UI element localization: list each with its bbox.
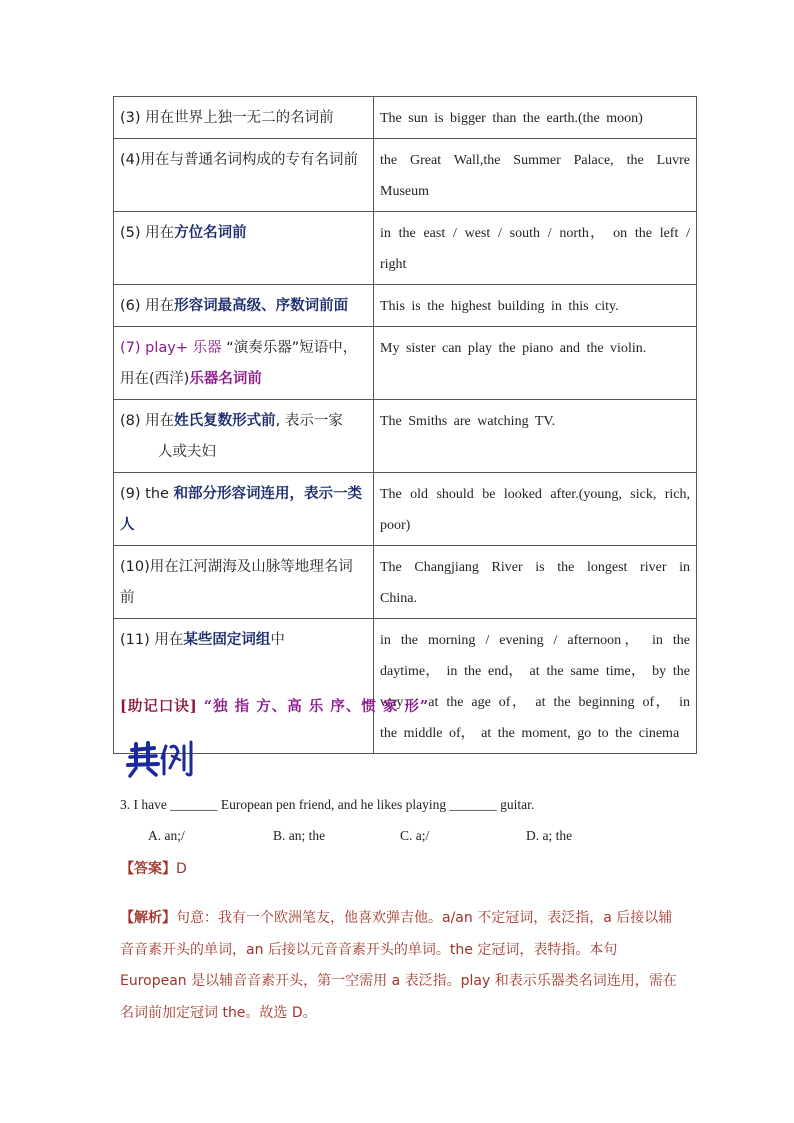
- table-row: [114, 546, 697, 619]
- example-cell: The sun is bigger than the earth.(the moon): [374, 97, 697, 139]
- example-cell: This is the highest building in this city.: [374, 285, 697, 327]
- analysis: 【解析】句意：我有一个欧洲笔友，他喜欢弹吉他。a/an 不定冠词，表泛指，a 后接以辅音音素开头的单词，an 后接以元音音素开头的单词。the 定冠词，表特指。本句 European 是以辅音音素开头，第一空需用 a 表泛指。play 和表示乐器类名词连用，需在名词前加定冠词 the。故选 D。: [120, 910, 677, 1021]
- example-logo: [124, 738, 196, 778]
- rule-cell: (3) 用在世界上独一无二的名词前: [114, 97, 374, 139]
- mnemonic: [助记口诀] “独 指 方、高 乐 序、惯 家 形”: [120, 698, 430, 715]
- table-row: [114, 619, 697, 754]
- option-c: C. a;/: [400, 828, 430, 843]
- rule-cell: (10)用在江河湖海及山脉等地理名词前: [114, 546, 374, 619]
- table-row: [114, 97, 697, 139]
- table-row: [114, 473, 697, 546]
- rule-cell: (9) the 和部分形容词连用，表示一类人: [114, 473, 374, 546]
- rule-cell: (8) 用在姓氏复数形式前, 表示一家 人或夫妇: [114, 400, 374, 473]
- article-usage-table: [113, 96, 697, 754]
- table-row: [114, 212, 697, 285]
- example-cell: in the morning / evening / afternoon， in the daytime， in the end， at the same time， by the way， at the age of， at the beginning of， in the middle of， at the moment, go to the cinema: [374, 619, 697, 754]
- question-text: 3. I have _______ European pen friend, and he likes playing _______ guitar.: [120, 797, 535, 812]
- table-row: [114, 400, 697, 473]
- option-b: B. an; the: [273, 828, 326, 843]
- option-a: A. an;/: [148, 828, 185, 843]
- option-d: D. a; the: [526, 828, 573, 843]
- rule-cell: (11) 用在某些固定词组中: [114, 619, 374, 754]
- rule-cell: (6) 用在形容词最高级、序数词前面: [114, 285, 374, 327]
- table-row: [114, 285, 697, 327]
- table-row: [114, 327, 697, 400]
- example-cell: The old should be looked after.(young, sick, rich, poor): [374, 473, 697, 546]
- example-cell: the Great Wall,the Summer Palace, the Luvre Museum: [374, 139, 697, 212]
- rule-cell: (4)用在与普通名词构成的专有名词前: [114, 139, 374, 212]
- example-cell: The Changjiang River is the longest river in China.: [374, 546, 697, 619]
- example-cell: The Smiths are watching TV.: [374, 400, 697, 473]
- rule-cell: (5) 用在方位名词前: [114, 212, 374, 285]
- rule-cell: (7) play+ 乐器 “演奏乐器”短语中，用在(西洋)乐器名词前: [114, 327, 374, 400]
- example-cell: My sister can play the piano and the violin.: [374, 327, 697, 400]
- table-row: [114, 139, 697, 212]
- example-cell: in the east / west / south / north， on the left / right: [374, 212, 697, 285]
- answer: 【答案】D: [120, 861, 187, 877]
